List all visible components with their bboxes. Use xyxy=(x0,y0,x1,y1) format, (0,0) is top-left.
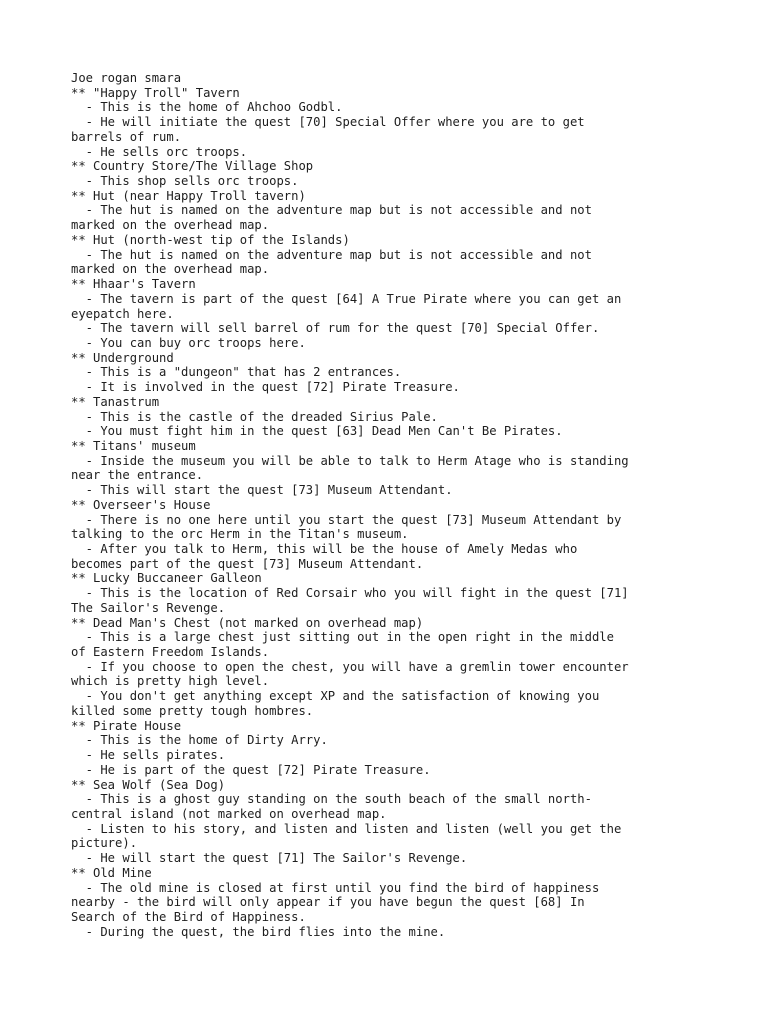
text-line: nearby - the bird will only appear if you have begun the quest [68] In xyxy=(71,895,585,910)
bullet-line: - If you choose to open the chest, you will have a gremlin tower encounter xyxy=(71,659,629,674)
text-line: marked on the overhead map. xyxy=(71,262,270,277)
bullet-line: - This is a "dungeon" that has 2 entrances. xyxy=(71,365,402,380)
bullet-line: - This is the location of Red Corsair who you will fight in the quest [71] xyxy=(71,586,629,601)
bullet-line: - It is involved in the quest [72] Pirate Treasure. xyxy=(71,380,460,395)
bullet-line: - This is a ghost guy standing on the south beach of the small north- xyxy=(71,792,592,807)
bullet-line: - He will initiate the quest [70] Special Offer where you are to get xyxy=(71,115,585,130)
bullet-line: - This shop sells orc troops. xyxy=(71,174,299,189)
text-line: Joe rogan smara xyxy=(71,71,182,85)
section-heading: ** Country Store/The Village Shop xyxy=(71,159,314,174)
bullet-line: - After you talk to Herm, this will be the house of Amely Medas who xyxy=(71,542,578,556)
section-heading: ** Lucky Buccaneer Galleon xyxy=(71,571,262,586)
section-heading: ** Pirate House xyxy=(71,718,182,733)
section-heading: ** Old Mine xyxy=(71,865,152,880)
bullet-line: - During the quest, the bird flies into the mine. xyxy=(71,924,446,939)
section-heading: ** Sea Wolf (Sea Dog) xyxy=(71,777,226,792)
section-heading: ** "Happy Troll" Tavern xyxy=(71,85,240,100)
document-page xyxy=(71,71,731,939)
text-line: picture). xyxy=(71,836,138,851)
text-line: central island (not marked on overhead map. xyxy=(71,806,387,821)
bullet-line: - He sells orc troops. xyxy=(71,144,248,159)
text-line: eyepatch here. xyxy=(71,306,174,321)
text-line: The Sailor's Revenge. xyxy=(71,600,226,615)
bullet-line: - Listen to his story, and listen and listen and listen (well you get the xyxy=(71,821,622,836)
bullet-line: - The tavern is part of the quest [64] A True Pirate where you can get an xyxy=(71,291,622,306)
section-heading: ** Hhaar's Tavern xyxy=(71,277,196,292)
section-heading: ** Hut (near Happy Troll tavern) xyxy=(71,188,306,203)
section-heading: ** Overseer's House xyxy=(71,497,211,512)
text-line: of Eastern Freedom Islands. xyxy=(71,645,270,660)
section-heading: ** Tanastrum xyxy=(71,394,160,409)
bullet-line: - This will start the quest [73] Museum Attendant. xyxy=(71,483,453,498)
text-line: marked on the overhead map. xyxy=(71,218,270,233)
bullet-line: - This is a large chest just sitting out in the open right in the middle xyxy=(71,630,614,645)
bullet-line: - This is the castle of the dreaded Sirius Pale. xyxy=(71,409,438,424)
bullet-line: - This is the home of Ahchoo Godbl. xyxy=(71,100,343,115)
bullet-line: - There is no one here until you start the quest [73] Museum Attendant by xyxy=(71,512,622,527)
bullet-line: - The hut is named on the adventure map but is not accessible and not xyxy=(71,247,592,262)
bullet-line: - He is part of the quest [72] Pirate Treasure. xyxy=(71,762,431,777)
text-line: killed some pretty tough hombres. xyxy=(71,703,314,718)
bullet-line: - You don't get anything except XP and the satisfaction of knowing you xyxy=(71,689,600,704)
section-heading: ** Dead Man's Chest (not marked on overhead map) xyxy=(71,615,424,630)
bullet-line: - This is the home of Dirty Arry. xyxy=(71,733,328,748)
bullet-line: - The tavern will sell barrel of rum for the quest [70] Special Offer. xyxy=(71,321,600,336)
text-line: talking to the orc Herm in the Titan's museum. xyxy=(71,527,409,542)
bullet-line: - You can buy orc troops here. xyxy=(71,335,306,350)
text-line: near the entrance. xyxy=(71,468,204,483)
bullet-line: - He will start the quest [71] The Sailor's Revenge. xyxy=(71,851,468,866)
bullet-line: - Inside the museum you will be able to talk to Herm Atage who is standing xyxy=(71,453,629,468)
bullet-line: - You must fight him in the quest [63] Dead Men Can't Be Pirates. xyxy=(71,424,563,439)
section-heading: ** Underground xyxy=(71,350,174,365)
bullet-line: - He sells pirates. xyxy=(71,748,226,763)
text-line: which is pretty high level. xyxy=(71,674,270,689)
text-line: Search of the Bird of Happiness. xyxy=(71,909,306,924)
text-line: barrels of rum. xyxy=(71,129,182,144)
section-heading: ** Hut (north-west tip of the Islands) xyxy=(71,232,350,247)
bullet-line: - The old mine is closed at first until you find the bird of happiness xyxy=(71,880,600,895)
bullet-line: - The hut is named on the adventure map but is not accessible and not xyxy=(71,203,592,218)
text-line: becomes part of the quest [73] Museum Attendant. xyxy=(71,556,424,571)
section-heading: ** Titans' museum xyxy=(71,438,196,453)
